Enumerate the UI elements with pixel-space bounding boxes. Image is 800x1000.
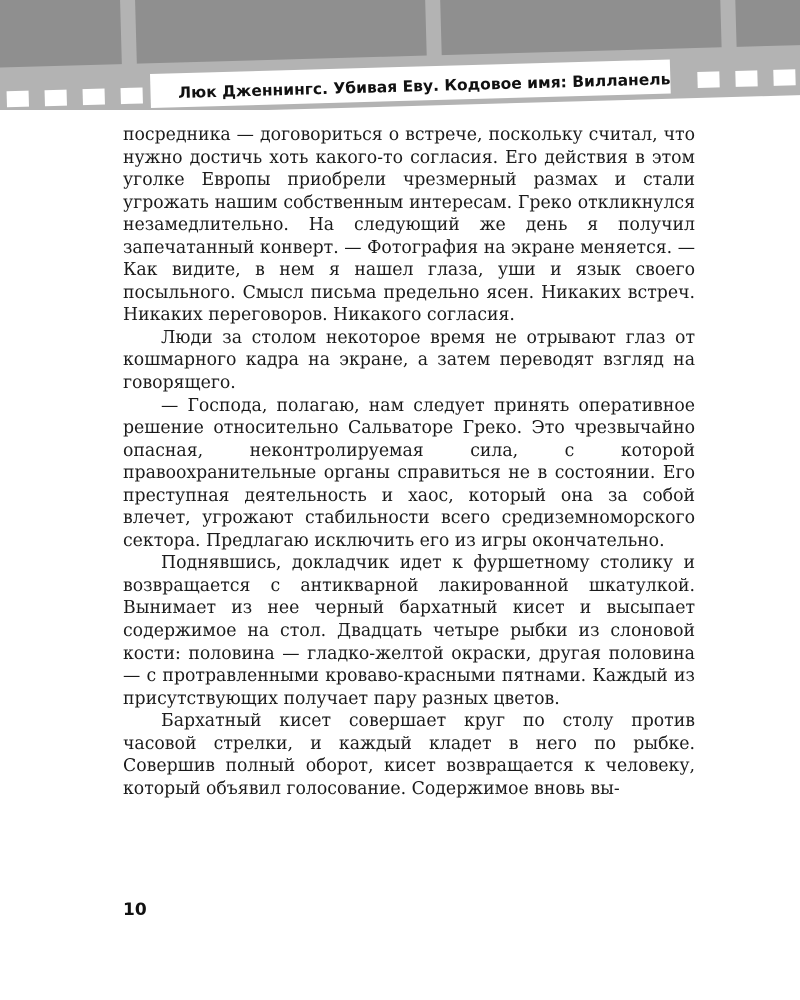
running-head: Люк Дженнингс. Убивая Еву. Кодовое имя: Вилланель: [178, 70, 671, 102]
body-text: [123, 124, 695, 800]
film-frame: [135, 0, 427, 64]
paragraph: Бархатный кисет совершает круг по столу против часовой стрелки, и каждый кладет в него по рыбке. Совершив полный оборот, кисет возвращается к человеку, который объявил голосование. Содержимое вновь вы-: [123, 711, 695, 799]
film-perforation: [83, 89, 105, 106]
film-perforation: [697, 71, 719, 88]
film-perforation: [773, 69, 795, 86]
paragraph: Люди за столом некоторое время не отрывают глаз от кошмарного кадра на экране, а затем переводят взгляд на говорящего.: [123, 327, 695, 394]
film-frame: [735, 0, 800, 47]
film-perforation: [121, 87, 143, 104]
page-number: 10: [123, 900, 147, 920]
film-perforation: [45, 90, 67, 107]
film-frame: [0, 0, 122, 68]
film-perforation: [735, 70, 757, 87]
paragraph: — Господа, полагаю, нам следует принять оперативное решение относительно Сальваторе Греко. Это чрезвычайно опасная, неконтролируемая сила, с которой правоохранительные органы справиться не в состоянии. Его преступная деятельность и хаос, который она за собой влечет, угрожают стабильности всего средиземноморского сектора. Предлагаю исключить его из игры окончательно.: [123, 395, 695, 551]
film-perforation: [7, 91, 29, 108]
paragraph: посредника — договориться о встрече, поскольку считал, что нужно достичь хоть какого-то согласия. Его действия в этом уголке Европы приобрели чрезмерный размах и стали угрожать нашим собственным интересам. Греко откликнулся незамедлительно. На следующий же день я получил запечатанный конверт. — Фотография на экране меняется. — Как видите, в нем я нашел глаза, уши и язык своего посыльного. Смысл письма предельно ясен. Никаких встреч. Никаких переговоров. Никакого согласия.: [123, 125, 695, 326]
film-frame: [440, 0, 722, 55]
paragraph: Поднявшись, докладчик идет к фуршетному столику и возвращается с антикварной лакированной шкатулкой. Вынимает из нее черный бархатный кисет и высыпает содержимое на стол. Двадцать четыре рыбки из слоновой кости: половина — гладко-желтой окраски, другая половина — с протравленными кроваво-красными пятнами. Каждый из присутствующих получает пару разных цветов.: [123, 553, 695, 709]
